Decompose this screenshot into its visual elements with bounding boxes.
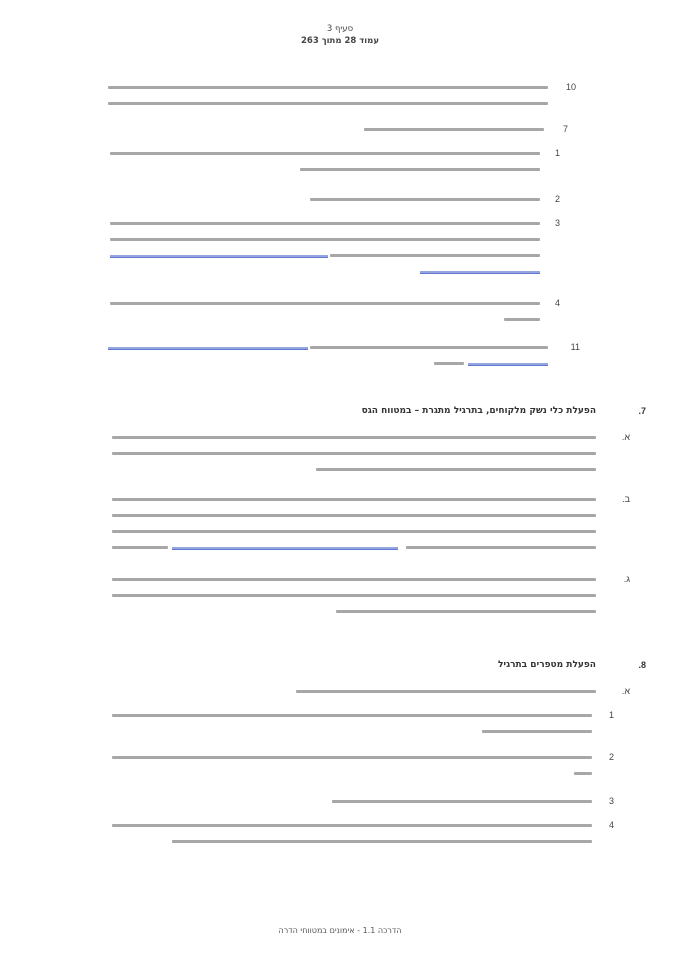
text-line xyxy=(112,714,592,717)
text-line xyxy=(406,546,596,549)
subitem-number: 1 xyxy=(554,148,560,158)
subitem-number: 2 xyxy=(554,194,560,204)
text-line-underlined xyxy=(364,128,544,131)
text-line xyxy=(316,468,596,471)
text-line xyxy=(310,346,548,349)
cross-reference-link[interactable] xyxy=(108,347,308,350)
section-number: 7. xyxy=(638,406,646,416)
text-line-underlined xyxy=(296,690,596,693)
page-footer: הדרכה 1.1 - אימונים במטווחי הדרה xyxy=(278,926,402,935)
text-line xyxy=(108,86,548,89)
section-title: הפעלת כלי נשק מלקוחים, בתרגיל מתגרת – במטווח הגס xyxy=(361,406,596,416)
text-line xyxy=(504,318,540,321)
page-header-page-number: עמוד 28 מתוך 263 xyxy=(301,36,379,46)
cross-reference-link[interactable] xyxy=(110,255,328,258)
text-line xyxy=(434,362,464,365)
subitem-number: 3 xyxy=(608,796,614,806)
paragraph-letter: א. xyxy=(621,432,630,442)
section-title: הפעלת מטפרים בתרגיל xyxy=(497,660,596,670)
text-line xyxy=(330,254,540,257)
text-line xyxy=(110,152,540,155)
text-line xyxy=(112,824,592,827)
subitem-number: 4 xyxy=(554,298,560,308)
subitem-number: 3 xyxy=(554,218,560,228)
cross-reference-link[interactable] xyxy=(468,363,548,366)
subitem-number: 1 xyxy=(608,710,614,720)
item-number: 10 xyxy=(565,82,576,92)
text-line xyxy=(112,594,596,597)
text-line xyxy=(112,530,596,533)
text-line xyxy=(110,302,540,305)
item-number: 11 xyxy=(570,342,580,352)
text-line xyxy=(310,198,540,201)
text-line xyxy=(574,772,592,775)
text-line xyxy=(336,610,596,613)
text-line xyxy=(482,730,592,733)
text-line xyxy=(112,436,596,439)
subitem-number: 2 xyxy=(608,752,614,762)
paragraph-letter: א. xyxy=(621,686,630,696)
text-line xyxy=(112,498,596,501)
text-line xyxy=(108,102,548,105)
paragraph-letter: ג. xyxy=(623,574,630,584)
text-line xyxy=(112,514,596,517)
text-line xyxy=(110,238,540,241)
text-line xyxy=(112,578,596,581)
text-line xyxy=(110,222,540,225)
subitem-number: 4 xyxy=(608,820,614,830)
section-number: 8. xyxy=(638,660,646,670)
text-line xyxy=(332,800,592,803)
cross-reference-link[interactable] xyxy=(172,547,398,550)
text-line xyxy=(300,168,540,171)
text-line xyxy=(112,452,596,455)
page-header-section: סעיף 3 xyxy=(326,24,354,34)
item-number: 7 xyxy=(562,124,568,134)
text-line xyxy=(112,546,168,549)
paragraph-letter: ב. xyxy=(622,494,630,504)
cross-reference-link[interactable] xyxy=(420,271,540,274)
text-line xyxy=(112,756,592,759)
text-line xyxy=(172,840,592,843)
